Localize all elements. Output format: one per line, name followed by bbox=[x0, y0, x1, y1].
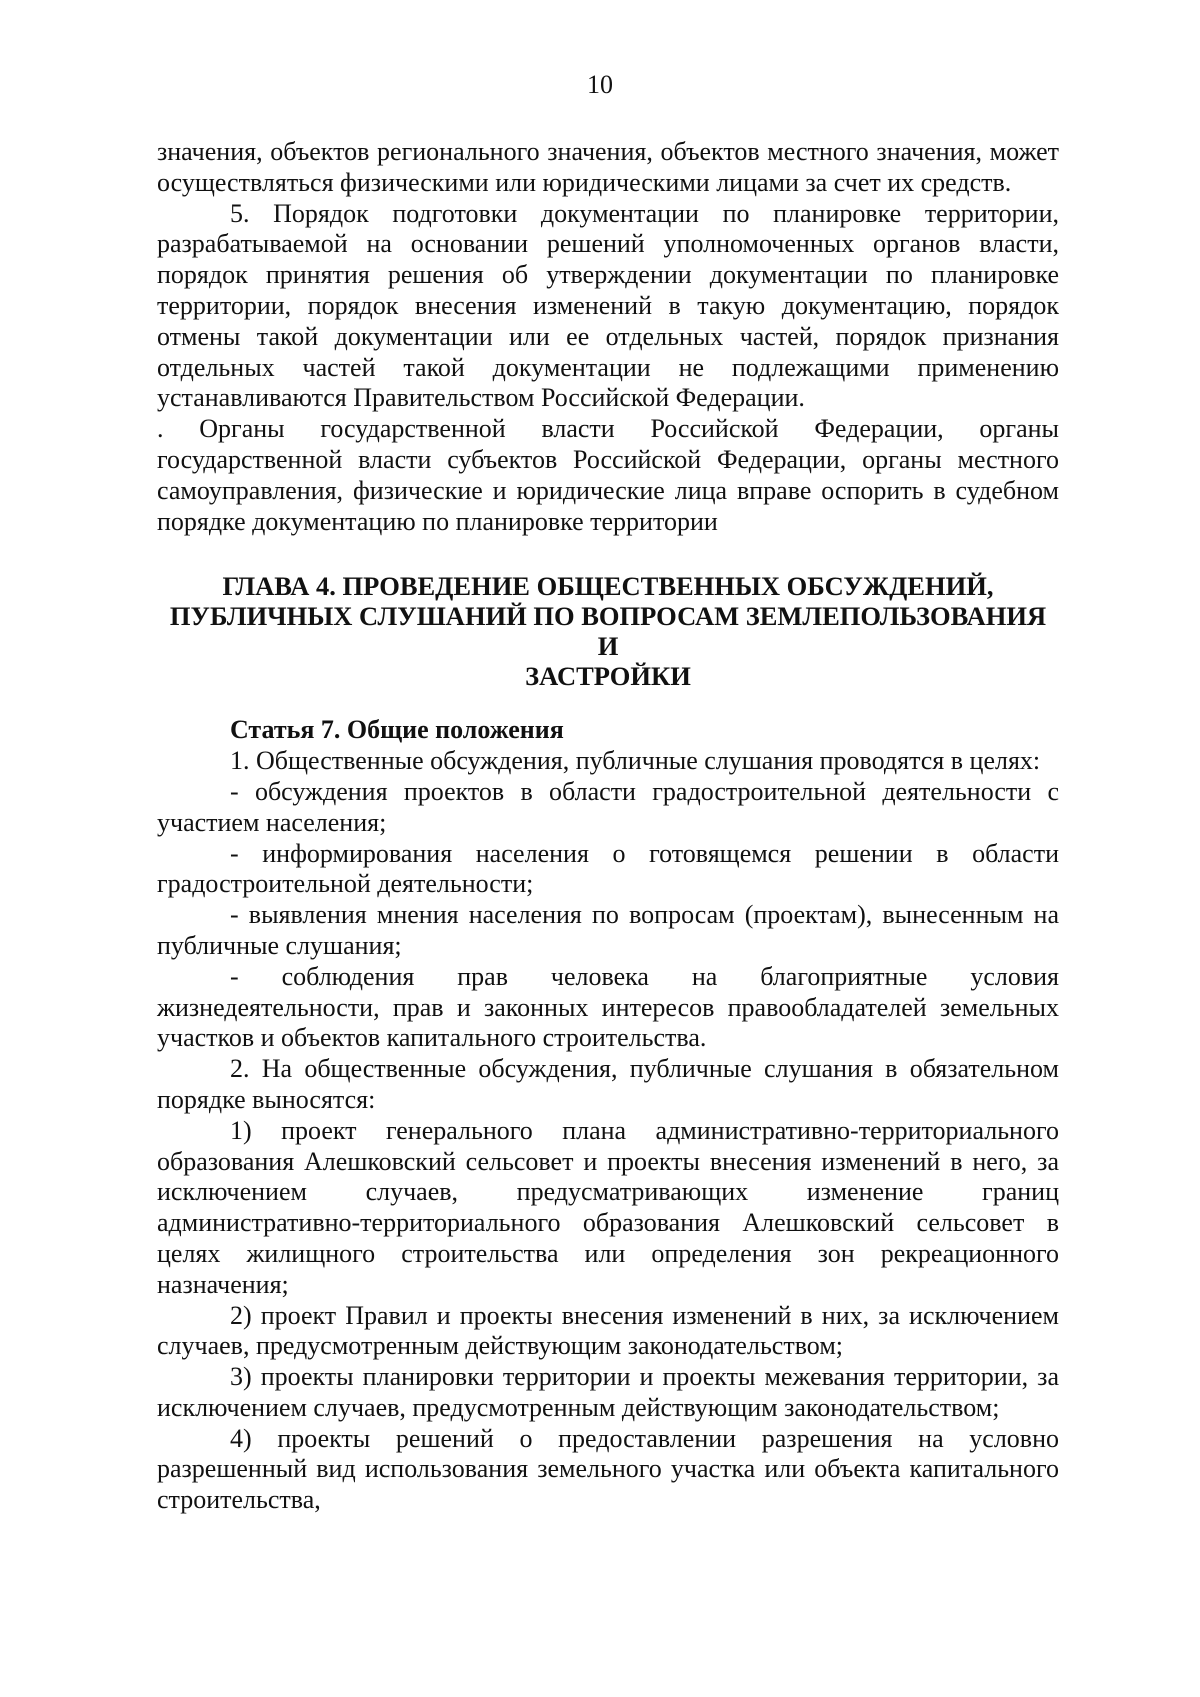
article-subitem-1: 1) проект генерального плана административно-территориального образования Алешковский сельсовет и проекты внесения изменений в него, за исключением случаев, предусматривающих изменение границ административно-территориального образования Алешковский сельсовет в целях жилищного строительства или определения зон рекреационного назначения; bbox=[157, 1115, 1059, 1299]
chapter-heading-line-2: ПУБЛИЧНЫХ СЛУШАНИЙ ПО ВОПРОСАМ ЗЕМЛЕПОЛЬЗОВАНИЯ И bbox=[169, 601, 1047, 662]
paragraph-5: 5. Порядок подготовки документации по планировке территории, разрабатываемой на основании решений уполномоченных органов власти, порядок принятия решения об утверждении документации по планировке территории, порядок внесения изменений в такую документацию, порядок отмены такой документации или ее отдельных частей, порядок признания отдельных частей такой документации не подлежащими применению устанавливаются Правительством Российской Федерации. bbox=[157, 198, 1059, 413]
article-item-goal-1: - обсуждения проектов в области градостроительной деятельности с участием населения; bbox=[157, 776, 1059, 837]
article-item-goal-3: - выявления мнения населения по вопросам (проектам), вынесенным на публичные слушания; bbox=[157, 900, 1059, 960]
chapter-heading-line-1: ГЛАВА 4. ПРОВЕДЕНИЕ ОБЩЕСТВЕННЫХ ОБСУЖДЕНИЙ, bbox=[222, 571, 994, 602]
article-item-1: 1. Общественные обсуждения, публичные слушания проводятся в целях: bbox=[230, 746, 1041, 776]
article-title: Статья 7. Общие положения bbox=[230, 715, 564, 745]
article-subitem-4: 4) проекты решений о предоставлении разрешения на условно разрешенный вид использования земельного участка или объекта капитального строительства, bbox=[157, 1423, 1059, 1515]
page-number: 10 bbox=[587, 70, 613, 99]
chapter-heading-line-3: ЗАСТРОЙКИ bbox=[525, 661, 691, 692]
article-subitem-3: 3) проекты планировки территории и проекты межевания территории, за исключением случаев, предусмотренным действующим законодательством; bbox=[157, 1362, 1059, 1422]
document-body bbox=[157, 137, 1059, 1516]
article-item-goal-4: - соблюдения прав человека на благоприятные условия жизнедеятельности, прав и законных интересов правообладателей земельных участков и объектов капитального строительства. bbox=[157, 961, 1059, 1053]
article-item-goal-2: - информирования населения о готовящемся решении в области градостроительной деятельности; bbox=[157, 838, 1059, 899]
paragraph-continuation: значения, объектов регионального значения, объектов местного значения, может осуществляться физическими или юридическими лицами за счет их средств. bbox=[157, 137, 1059, 197]
article-item-2: 2. На общественные обсуждения, публичные слушания в обязательном порядке выносятся: bbox=[157, 1054, 1059, 1114]
paragraph-organs: . Органы государственной власти Российской Федерации, органы государственной власти субъектов Российской Федерации, органы местного самоуправления, физические и юридические лица вправе оспорить в судебном порядке документацию по планировке территории bbox=[157, 414, 1059, 536]
article-subitem-2: 2) проект Правил и проекты внесения изменений в них, за исключением случаев, предусмотренным действующим законодательством; bbox=[157, 1300, 1059, 1361]
chapter-heading bbox=[157, 571, 1059, 691]
